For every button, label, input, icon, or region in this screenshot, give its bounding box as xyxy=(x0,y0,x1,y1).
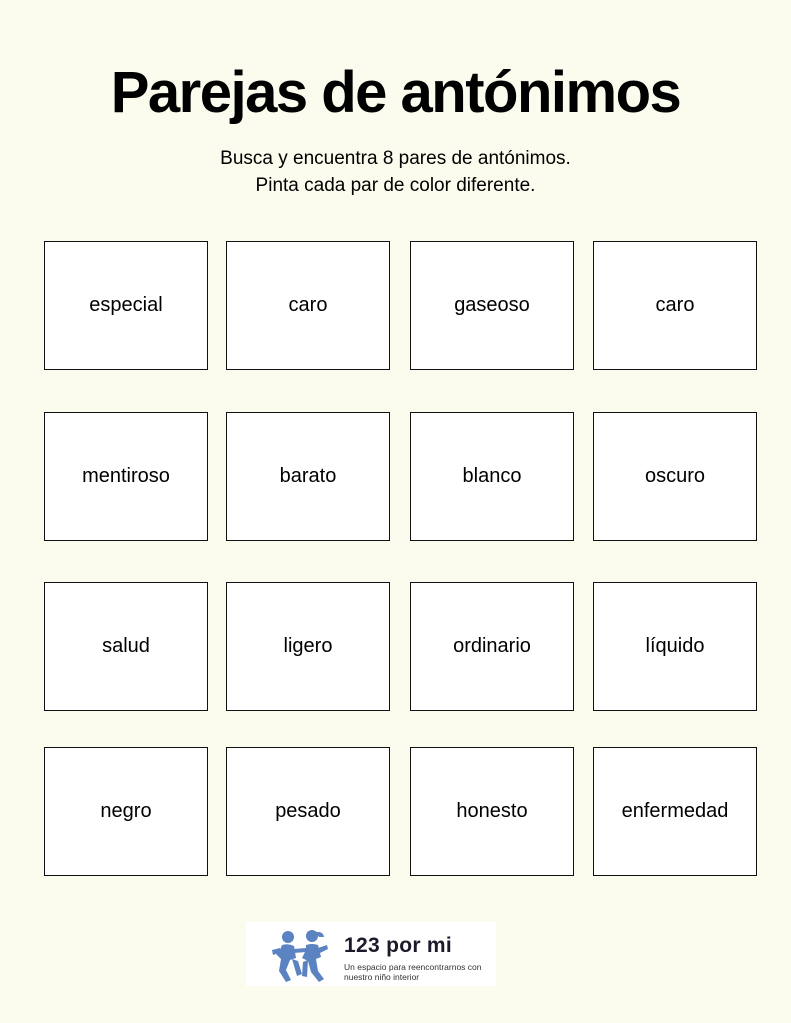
word-card[interactable]: salud xyxy=(44,582,208,711)
instructions-line-1: Busca y encuentra 8 pares de antónimos. xyxy=(220,148,571,169)
word-card[interactable]: blanco xyxy=(410,412,574,541)
word-card[interactable]: pesado xyxy=(226,747,390,876)
word-card[interactable]: enfermedad xyxy=(593,747,757,876)
word-card[interactable]: especial xyxy=(44,241,208,370)
word-card[interactable]: barato xyxy=(226,412,390,541)
footer-brand xyxy=(246,922,496,986)
two-children-playing-icon xyxy=(272,928,330,984)
word-card[interactable]: negro xyxy=(44,747,208,876)
word-card[interactable]: honesto xyxy=(410,747,574,876)
brand-tagline: Un espacio para reencontrarnos con nuestro niño interior xyxy=(344,962,482,982)
word-card[interactable]: caro xyxy=(226,241,390,370)
word-card[interactable]: oscuro xyxy=(593,412,757,541)
word-card[interactable]: ligero xyxy=(226,582,390,711)
instructions-line-2: Pinta cada par de color diferente. xyxy=(255,175,536,196)
word-card[interactable]: gaseoso xyxy=(410,241,574,370)
word-card[interactable]: ordinario xyxy=(410,582,574,711)
page-title: Parejas de antónimos xyxy=(110,60,681,125)
brand-name: 123 por mi xyxy=(344,934,453,957)
word-card[interactable]: caro xyxy=(593,241,757,370)
word-card[interactable]: mentiroso xyxy=(44,412,208,541)
word-card[interactable]: líquido xyxy=(593,582,757,711)
